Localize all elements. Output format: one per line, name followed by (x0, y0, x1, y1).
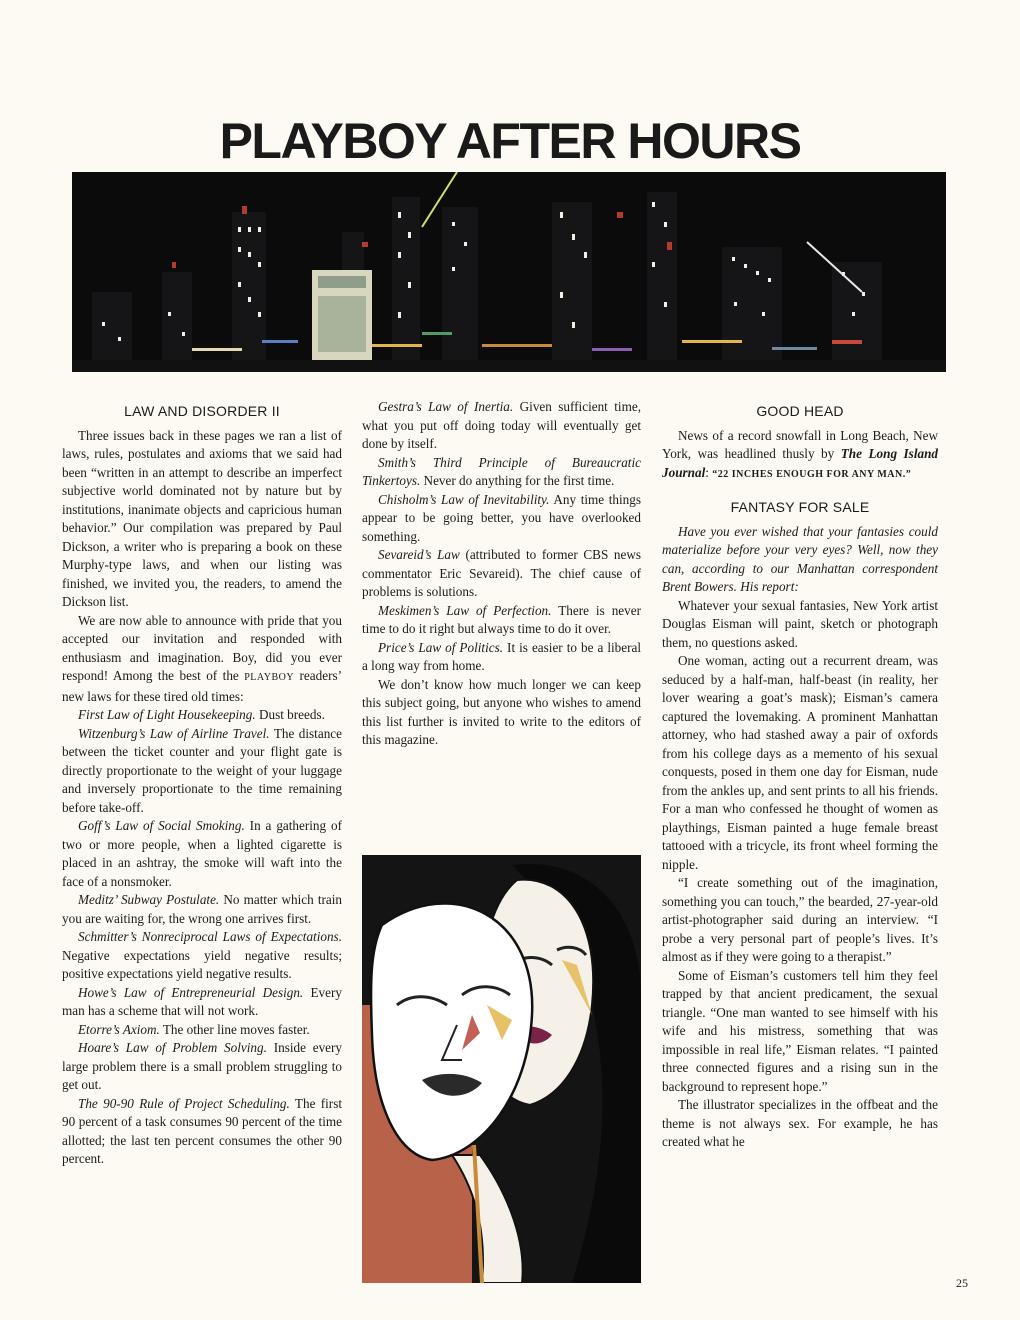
fantasy-intro: Have you ever wished that your fantasies could materialize before your very eyes? Well, now they can, according to our Manhattan correspondent Brent Bowers. His report: (662, 523, 938, 594)
column-right (662, 398, 938, 1152)
good-head-paragraph: News of a record snowfall in Long Beach, New York, was headlined thusly by The Long Island Journal: “22 INCHES ENOUGH FOR ANY MAN.” (662, 427, 939, 480)
law-entry: Sevareid’s Law (attributed to former CBS news commentator Eric Sevareid). The chief cause of problems is solutions. (362, 547, 641, 599)
response-paragraph: We are now able to announce with pride that you accepted our invitation and responded with enthusiasm and imagination. Boy, did you ever respond! Among the best of the PLAYBOY readers’ new laws for these tired old times: (62, 612, 342, 704)
law-entry: First Law of Light Housekeeping. Dust breeds. (78, 707, 325, 722)
column-left (62, 398, 342, 1169)
fantasy-paragraph: Some of Eisman’s customers tell him they feel trapped by that ancient predicament, the sexual triangle. “One man wanted to see himself with his wife and his mistress, something that was impossible in real life,” Eisman relates. “I painted three connected figures and a rising sun in the background to represent hope.” (662, 967, 938, 1094)
law-entry: Howe’s Law of Entrepreneurial Design. Every man has a scheme that will not work. (62, 984, 342, 1018)
city-skyline-illustration (72, 172, 946, 372)
law-entry: Goff’s Law of Social Smoking. In a gathering of two or more people, when a lighted cigarette is placed in an ashtray, the smoke will waft into the face of a nonsmoker. (62, 818, 343, 889)
page-number: 25 (956, 1276, 968, 1290)
law-entry: Schmitter’s Nonreciprocal Laws of Expectations. Negative expectations yield negative results; positive expectations yield negative results. (62, 929, 342, 981)
section-heading-law-and-disorder: LAW AND DISORDER II (124, 403, 280, 419)
law-entry: Witzenburg’s Law of Airline Travel. The distance between the ticket counter and your flight gate is directly proportionate to the weight of your luggage and inversely proportionate to the time remaining before take-off. (62, 725, 342, 815)
law-entry: Etorre’s Axiom. The other line moves faster. (78, 1021, 310, 1037)
law-entry: Hoare’s Law of Problem Solving. Inside every large problem there is a small problem struggling to get out. (62, 1040, 342, 1092)
fantasy-paragraph: The illustrator specializes in the offbeat and the theme is not always sex. For example, he has created what he (662, 1097, 938, 1149)
fantasy-paragraph: One woman, acting out a recurrent dream, was seduced by a half-man, half-beast (in reality, her lover wearing a goat’s mask); Eisman’s camera captured the lovemaking. A prominent Manhattan attorney, who had stashed away a pair of oxfords from his college days as a memento of his sexual conquests, posed in them one day for Eisman, nude from the ankles up, and sent prints to all his friends. For a man who confessed he thought of women as playthings, Eisman painted a huge female breast tattooed with a tricycle, its front wheel forming the nipple. (662, 653, 938, 872)
intro-paragraph: Three issues back in these pages we ran a list of laws, rules, postulates and axioms that we said had been “written in an attempt to describe an imperfect subjective world dominated not by nature but by institutions, inanimate objects and capricious human behavior.” Our compilation was prepared by Paul Dickson, a writer who is preparing a book on these Murphy-type laws, and when our listing was finished, we invited you, the readers, to amend the Dickson list. (62, 427, 342, 609)
law-entry: Meskimen’s Law of Perfection. There is never time to do it right but always time to do it over. (362, 602, 641, 636)
masks-illustration (362, 855, 641, 1283)
column-middle (362, 398, 641, 750)
law-entry: Meditz’ Subway Postulate. No matter which train you are waiting for, the wrong one arrives first. (62, 892, 342, 926)
section-heading-fantasy-for-sale: FANTASY FOR SALE (730, 499, 870, 515)
section-banner: PLAYBOY AFTER HOURS (219, 113, 801, 169)
law-entry: Price’s Law of Politics. It is easier to be a liberal a long way from home. (362, 639, 642, 673)
fantasy-paragraph: Whatever your sexual fantasies, New York artist Douglas Eisman will paint, sketch or photograph them, no questions asked. (662, 597, 938, 650)
law-entry: Chisholm’s Law of Inevitability. Any time things appear to be going better, you have overlooked something. (362, 491, 641, 544)
fantasy-paragraph: “I create something out of the imagination, something you can touch,” the bearded, 27-year-old artist-photographer said during an interview. “I probe a very personal part of people’s lives. It’s almost as if they were going to a therapist.” (662, 875, 938, 964)
section-heading-good-head: GOOD HEAD (756, 403, 844, 419)
law-entry: Smith’s Third Principle of Bureaucratic Tinkertoys. Never do anything for the first time. (362, 454, 641, 488)
law-entry: Gestra’s Law of Inertia. Given sufficient time, what you put off doing today will eventually get done by itself. (362, 399, 642, 451)
law-entry: The 90-90 Rule of Project Scheduling. The first 90 percent of a task consumes 90 percent of the time allotted; the last ten percent consumes the other 90 percent. (62, 1095, 342, 1166)
closing-paragraph: We don’t know how much longer we can keep this subject going, but anyone who wishes to amend this list further is invited to write to the editors of this magazine. (362, 676, 641, 747)
